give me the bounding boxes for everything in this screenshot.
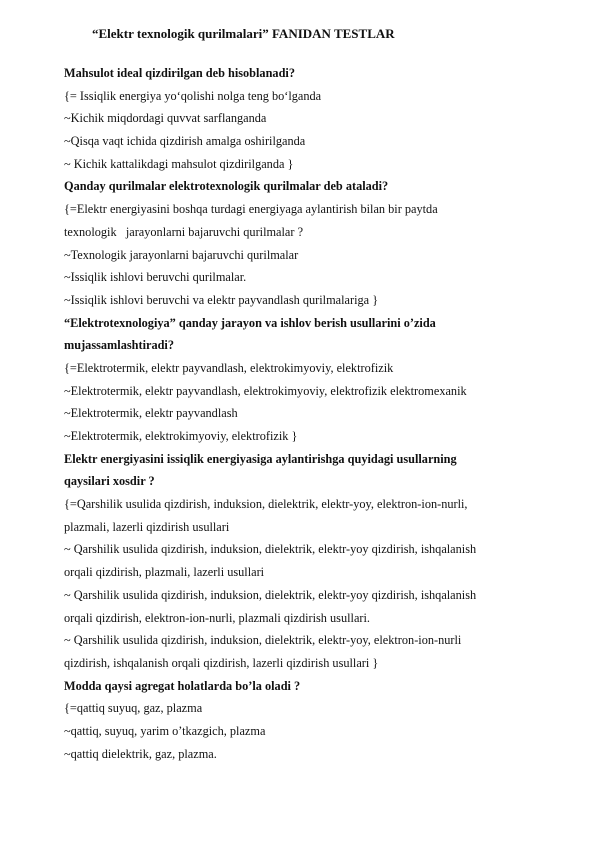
- answer-option: texnologik jarayonlarni bajaruvchi qurilmalar ?: [64, 224, 304, 239]
- answer-option: ~ Qarshilik usulida qizdirish, induksion, dielektrik, elektr-yoy qizdirish, ishqalanish: [64, 542, 477, 557]
- question-text: qaysilari xosdir ?: [64, 474, 155, 489]
- answer-option: {=Qarshilik usulida qizdirish, induksion, dielektrik, elektr-yoy, elektron-ion-nurli,: [64, 497, 468, 512]
- question-text: Modda qaysi agregat holatlarda bo’la oladi ?: [64, 678, 301, 693]
- question-block-1: [64, 62, 544, 175]
- question-text: Qanday qurilmalar elektrotexnologik qurilmalar deb ataladi?: [64, 179, 389, 194]
- answer-option: ~Elektrotermik, elektr payvandlash: [64, 406, 238, 421]
- answer-option: ~qattiq, suyuq, yarim o’tkazgich, plazma: [64, 723, 266, 738]
- answer-option: {=Elektr energiyasini boshqa turdagi energiyaga aylantirish bilan bir paytda: [64, 202, 438, 217]
- answer-option: orqali qizdirish, plazmali, lazerli usullari: [64, 565, 265, 580]
- answer-option: plazmali, lazerli qizdirish usullari: [64, 519, 230, 534]
- answer-option: ~Issiqlik ishlovi beruvchi qurilmalar.: [64, 270, 247, 285]
- question-block-4: [64, 448, 544, 675]
- question-block-3: [64, 312, 544, 448]
- question-list: [64, 62, 544, 765]
- answer-option: ~Elektrotermik, elektr payvandlash, elektrokimyoviy, elektrofizik elektromexanik: [64, 383, 467, 398]
- answer-option: {=qattiq suyuq, gaz, plazma: [64, 701, 203, 716]
- answer-option: orqali qizdirish, elektron-ion-nurli, plazmali qizdirish usullari.: [64, 610, 370, 625]
- answer-option: ~ Qarshilik usulida qizdirish, induksion, dielektrik, elektr-yoy, elektron-ion-nurli: [64, 633, 462, 648]
- answer-option: {= Issiqlik energiya yo‘qolishi nolga teng bo‘lganda: [64, 88, 322, 103]
- document-title: “Elektr texnologik qurilmalari” FANIDAN TESTLAR: [92, 26, 395, 41]
- answer-option: ~Issiqlik ishlovi beruvchi va elektr payvandlash qurilmalariga }: [64, 292, 379, 307]
- question-text: Elektr energiyasini issiqlik energiyasiga aylantirishga quyidagi usullarning: [64, 451, 457, 466]
- answer-option: qizdirish, ishqalanish orqali qizdirish, lazerli qizdirish usullari }: [64, 655, 379, 670]
- answer-option: ~Texnologik jarayonlarni bajaruvchi qurilmalar: [64, 247, 299, 262]
- question-text: “Elektrotexnologiya” qanday jarayon va ishlov berish usullarini o’zida: [64, 315, 436, 330]
- answer-option: ~Qisqa vaqt ichida qizdirish amalga oshirilganda: [64, 134, 306, 149]
- question-block-2: [64, 175, 544, 311]
- answer-option: ~ Qarshilik usulida qizdirish, induksion, dielektrik, elektr-yoy qizdirish, ishqalanish: [64, 587, 477, 602]
- answer-option: ~ Kichik kattalikdagi mahsulot qizdirilganda }: [64, 156, 294, 171]
- answer-option: {=Elektrotermik, elektr payvandlash, elektrokimyoviy, elektrofizik: [64, 360, 394, 375]
- answer-option: ~Kichik miqdordagi quvvat sarflanganda: [64, 111, 267, 126]
- question-block-5: [64, 675, 544, 766]
- answer-option: ~Elektrotermik, elektrokimyoviy, elektrofizik }: [64, 429, 298, 443]
- question-text: mujassamlashtiradi?: [64, 338, 174, 353]
- answer-option: ~qattiq dielektrik, gaz, plazma.: [64, 746, 217, 761]
- question-text: Mahsulot ideal qizdirilgan deb hisoblanadi?: [64, 66, 295, 80]
